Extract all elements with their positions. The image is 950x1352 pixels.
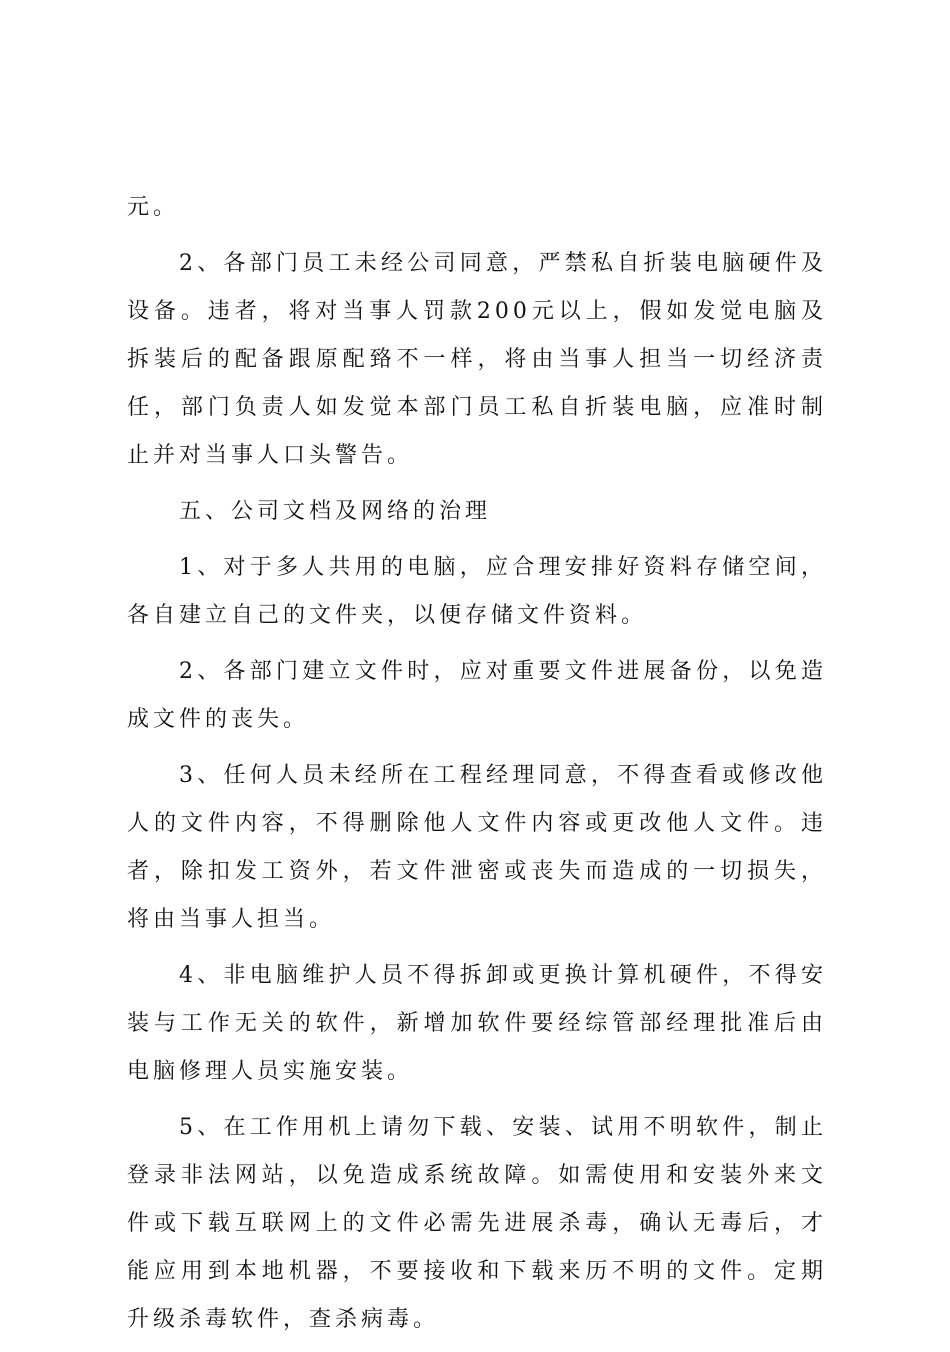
paragraph-continuation: 元。 [127, 195, 180, 220]
section-heading-5: 五、公司文档及网络的治理 [179, 499, 492, 524]
paragraph-item-3-access: 3、任何人员未经所在工程经理同意，不得查看或修改他人的文件内容，不得删除他人文件内容或更改他人文件。违者，除扣发工资外，若文件泄密或丧失而造成的一切损失，将由当事人担当。 [127, 763, 827, 932]
paragraph-item-4-software: 4、非电脑维护人员不得拆卸或更换计算机硬件，不得安装与工作无关的软件，新增加软件要经综管部经理批准后由电脑修理人员实施安装。 [127, 963, 827, 1084]
paragraph-item-2-backup: 2、各部门建立文件时，应对重要文件进展备份，以免造成文件的丧失。 [127, 659, 827, 732]
paragraph-item-5-antivirus: 5、在工作用机上请勿下载、安装、试用不明软件，制止登录非法网站，以免造成系统故障。如需使用和安装外来文件或下载互联网上的文件必需先进展杀毒，确认无毒后，才能应用到本地机器，不要接收和下载来历不明的文件。定期升级杀毒软件，查杀病毒。 [127, 1115, 827, 1332]
paragraph-item-1-folders: 1、对于多人共用的电脑，应合理安排好资料存储空间，各自建立自己的文件夹，以便存储文件资料。 [127, 555, 827, 628]
paragraph-item-2-hardware: 2、各部门员工未经公司同意，严禁私自折装电脑硬件及设备。违者，将对当事人罚款200元以上，假如发觉电脑及拆装后的配备跟原配臵不一样，将由当事人担当一切经济责任，部门负责人如发觉本部门员工私自折装电脑，应准时制止并对当事人口头警告。 [127, 251, 827, 468]
document-body [127, 184, 827, 1352]
